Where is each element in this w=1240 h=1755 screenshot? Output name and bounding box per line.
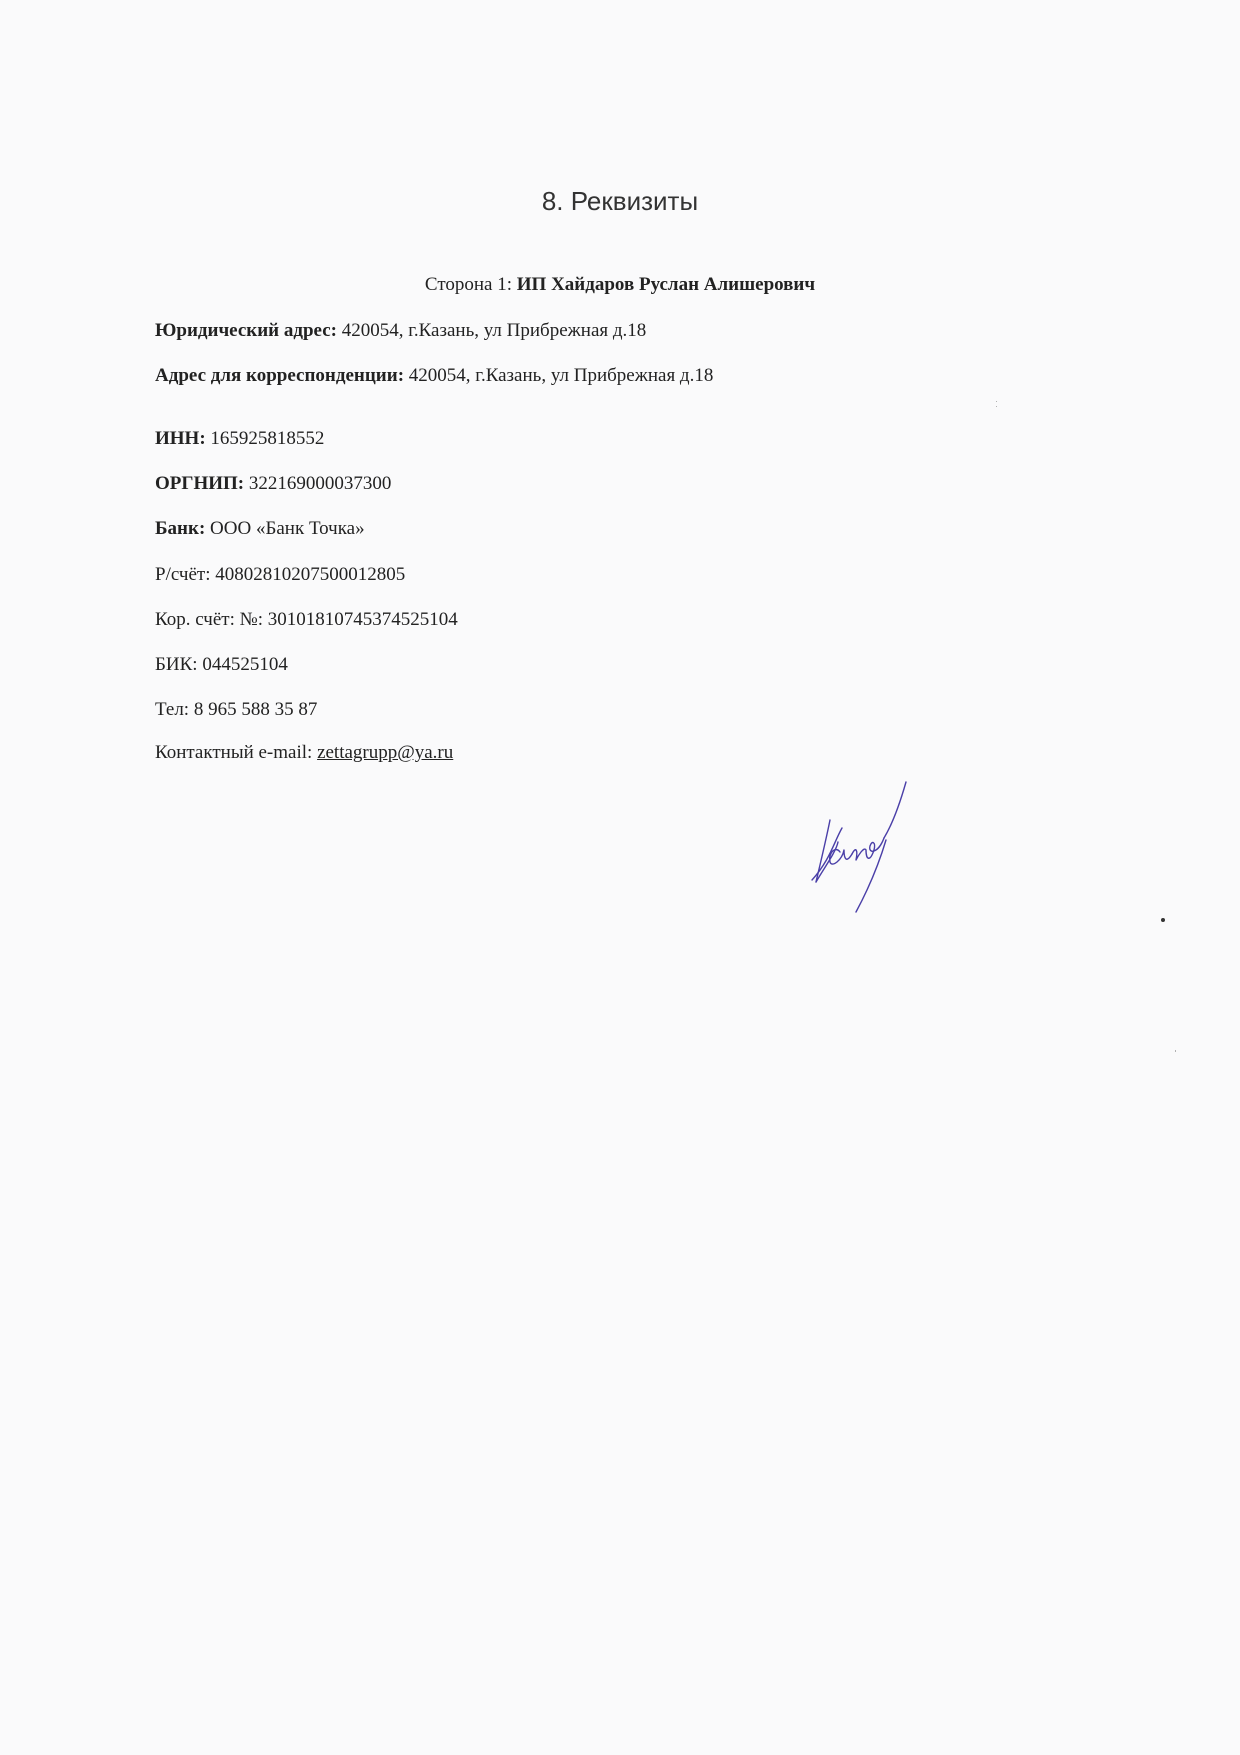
signature-image [810, 780, 960, 915]
scan-speck [996, 401, 997, 402]
email-line [155, 742, 453, 764]
scan-speck [1175, 1050, 1176, 1052]
bank-value: ООО «Банк Точка» [205, 518, 365, 539]
inn-value: 165925818552 [205, 428, 325, 449]
postal-address-line [155, 365, 713, 387]
bank-line [155, 518, 365, 540]
inn-line [155, 428, 324, 450]
party-prefix: Сторона 1: [424, 274, 517, 295]
bik-line: БИК: 044525104 [155, 654, 288, 675]
legal-address-label: Юридический адрес: [155, 320, 337, 341]
legal-address-line [155, 320, 646, 342]
bank-label: Банк: [155, 518, 206, 539]
page-title: 8. Реквизиты [541, 186, 699, 216]
account-line: Р/счёт: 40802810207500012805 [155, 564, 406, 585]
postal-address-label: Адрес для корреспонденции: [155, 365, 405, 386]
inn-label: ИНН: [155, 428, 206, 449]
party-name: ИП Хайдаров Руслан Алишерович [516, 274, 816, 295]
ogrnip-label: ОРГНИП: [155, 473, 245, 494]
ogrnip-line [155, 473, 391, 495]
corr-account-line: Кор. счёт: №: 30101810745374525104 [155, 609, 458, 630]
legal-address-value: 420054, г.Казань, ул Прибрежная д.18 [336, 320, 647, 341]
scan-speck [996, 406, 997, 407]
party-line [0, 274, 1240, 296]
ogrnip-value: 322169000037300 [244, 473, 392, 494]
email-link[interactable]: zettagrupp@ya.ru [317, 742, 454, 763]
scan-speck [1161, 918, 1165, 922]
email-label: Контактный e-mail: [155, 742, 318, 763]
postal-address-value: 420054, г.Казань, ул Прибрежная д.18 [404, 365, 714, 386]
phone-line: Тел: 8 965 588 35 87 [155, 699, 318, 720]
